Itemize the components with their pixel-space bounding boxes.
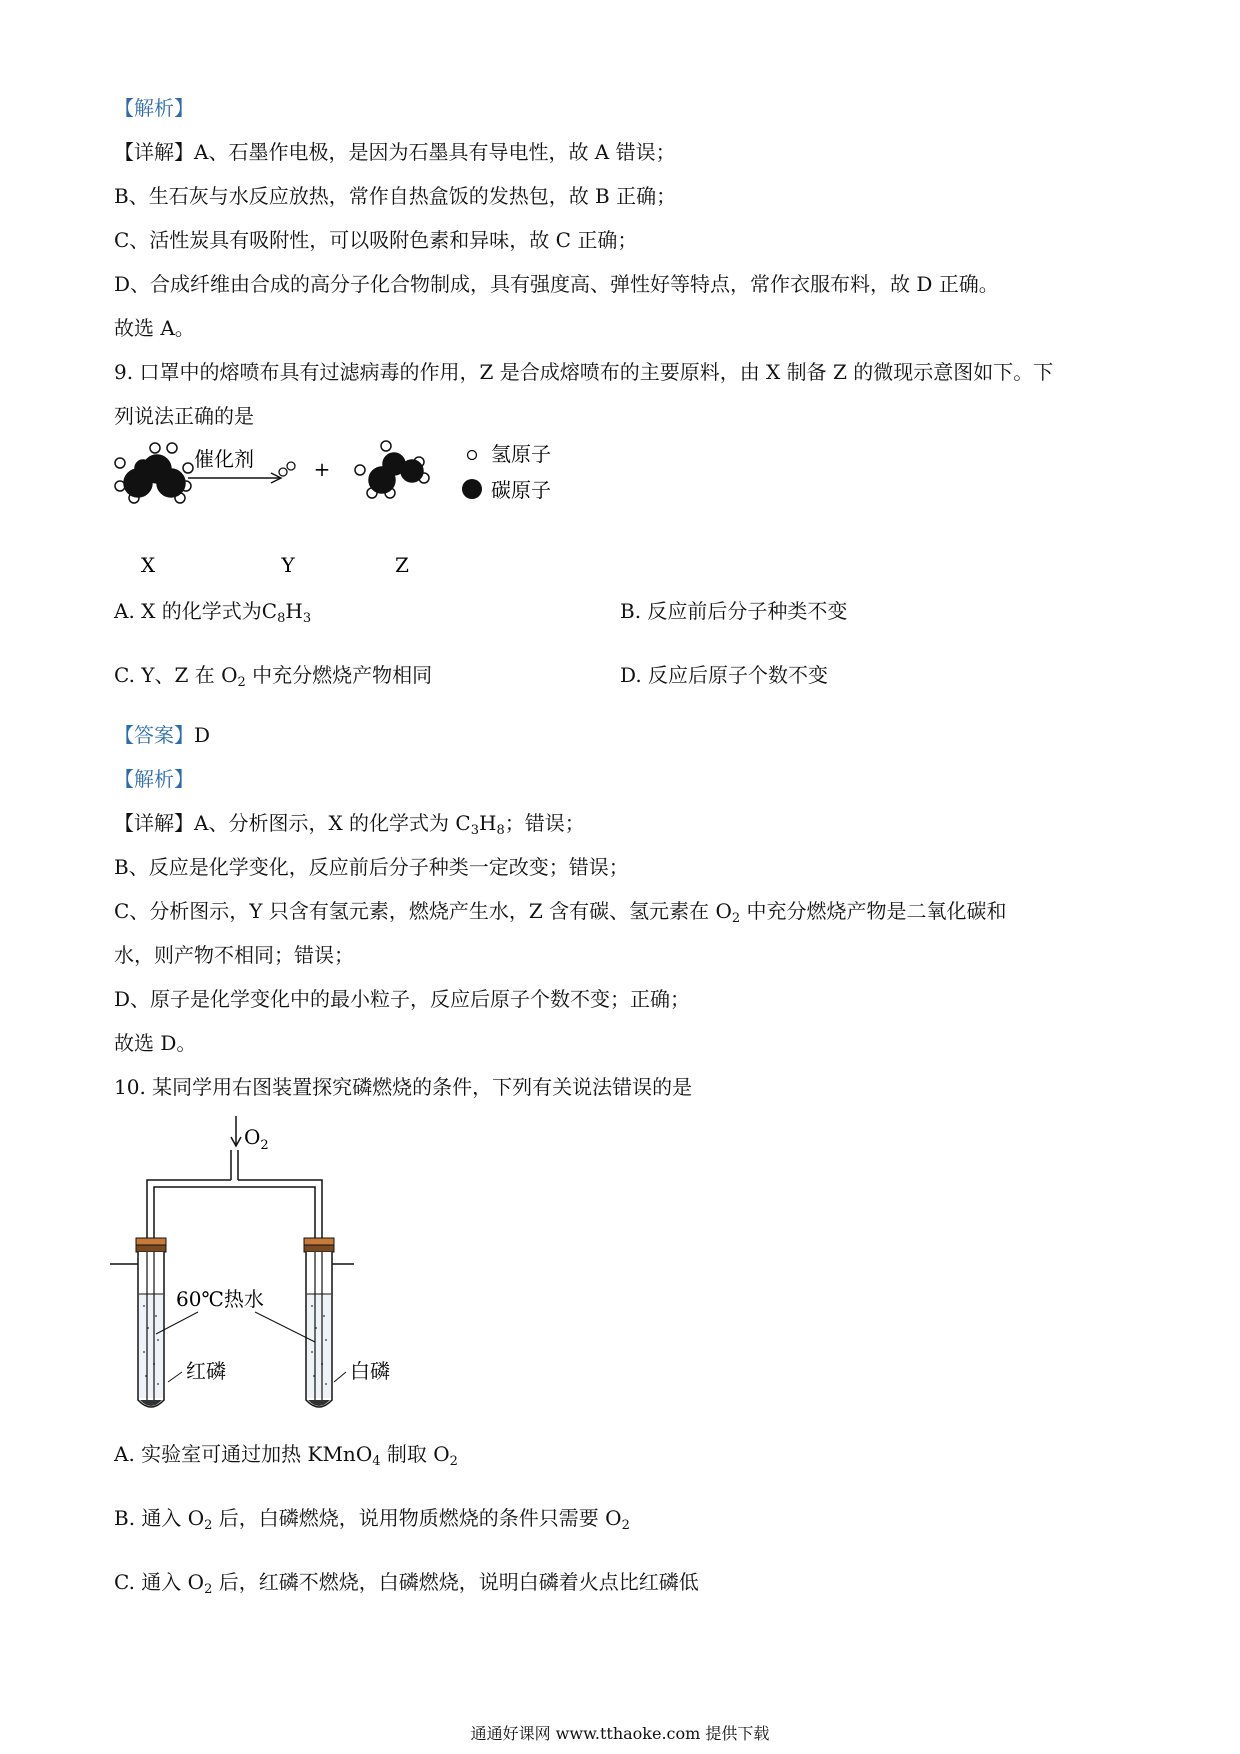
label-z: Z xyxy=(395,553,409,577)
q9-option-a-text: A. X 的化学式为 xyxy=(114,599,262,623)
q9-detail-d: D、原子是化学变化中的最小粒子，反应后原子个数不变；正确； xyxy=(114,987,691,1011)
analysis-tag: 【解析】 xyxy=(114,96,194,120)
q9-option-c xyxy=(114,661,432,689)
oxygen-label: $O_2$ xyxy=(244,1125,269,1153)
label-y: Y xyxy=(281,553,295,577)
catalyst-label: 催化剂 xyxy=(194,447,254,471)
legend-h-circle xyxy=(468,451,477,460)
q10-option-c-text: C. 通入 O xyxy=(114,1570,205,1594)
q9-molecule-diagram xyxy=(110,438,650,578)
plus-sign: + xyxy=(313,457,331,481)
detail-a-text: A、石墨作电极，是因为石墨具有导电性，故 A 错误； xyxy=(194,140,676,164)
q9-detail-c1 xyxy=(114,897,1007,925)
conclusion-line: 故选 A。 xyxy=(114,316,195,340)
detail-c-rest: 中充分燃烧产物是二氧化碳和 xyxy=(740,899,1007,923)
q10-option-b-mid: 后，白磷燃烧，说用物质燃烧的条件只需要 O xyxy=(212,1506,622,1530)
page-footer: 通通好课网 www.tthaoke.com 提供下载 xyxy=(470,1724,770,1743)
q9-conclusion: 故选 D。 xyxy=(114,1031,197,1055)
q10-option-c xyxy=(114,1568,699,1596)
oxygen-inlet-arrow xyxy=(231,1116,241,1146)
q9-stem-line-1: 9. 口罩中的熔喷布具有过滤病毒的作用，Z 是合成熔喷布的主要原料，由 X 制备 Z 的微现示意图如下。下 xyxy=(114,360,1054,384)
legend-c-label: 碳原子 xyxy=(491,478,551,502)
gas-pipe xyxy=(147,1150,322,1242)
detail-a-text: A、分析图示，X 的化学式为 C xyxy=(194,811,471,835)
detail-a-line xyxy=(114,138,676,166)
molecule-x xyxy=(115,443,193,503)
q9-option-d: D. 反应后原子个数不变 xyxy=(620,663,829,687)
molecule-y xyxy=(279,462,295,476)
white-phosphorus-label: 白磷 xyxy=(350,1359,390,1383)
hot-water-label: 60℃热水 xyxy=(176,1287,264,1311)
q10-option-b xyxy=(114,1504,630,1532)
detail-b-line: B、生石灰与水反应放热，常作自热盒饭的发热包，故 B 正确； xyxy=(114,184,677,208)
detail-tag: 【详解】 xyxy=(114,811,194,835)
q9-detail-a xyxy=(114,809,585,837)
molecule-z xyxy=(355,441,429,498)
formula-h: H xyxy=(285,599,303,623)
q9-detail-c2: 水，则产物不相同；错误； xyxy=(114,943,354,967)
subscript: 2 xyxy=(449,1454,458,1469)
subscript: 8 xyxy=(277,611,286,626)
detail-tag: 【详解】 xyxy=(114,140,194,164)
q9-option-c-rest: 中充分燃烧产物相同 xyxy=(252,663,433,687)
q10-option-c-rest: 后，红磷不燃烧，白磷燃烧，说明白磷着火点比红磷低 xyxy=(212,1570,699,1594)
subscript: 2 xyxy=(204,1582,213,1597)
q10-option-a-mid: 制取 O xyxy=(380,1442,450,1466)
formula-h: H xyxy=(478,811,497,835)
legend xyxy=(462,442,551,502)
detail-d-line: D、合成纤维由合成的高分子化合物制成，具有强度高、弹性好等特点，常作衣服布料，故 D 正确。 xyxy=(114,272,999,296)
answer-value: D xyxy=(194,723,211,747)
reaction-arrow xyxy=(188,473,281,483)
subscript: 3 xyxy=(470,823,479,838)
subscript: 3 xyxy=(302,611,312,626)
q10-option-b-text: B. 通入 O xyxy=(114,1506,205,1530)
subscript: 2 xyxy=(731,911,741,926)
right-test-tube xyxy=(304,1238,354,1407)
q10-option-a xyxy=(114,1440,458,1468)
q9-stem-line-2: 列说法正确的是 xyxy=(114,404,254,428)
subscript: 2 xyxy=(621,1518,630,1533)
detail-c-text: C、分析图示，Y 只含有氢元素，燃烧产生水，Z 含有碳、氢元素在 O xyxy=(114,899,732,923)
label-x: X xyxy=(140,553,156,577)
legend-h-label: 氢原子 xyxy=(491,442,551,466)
detail-c-line: C、活性炭具有吸附性，可以吸附色素和异味，故 C 正确； xyxy=(114,228,638,252)
q9-answer-line xyxy=(114,721,210,749)
q9-analysis-tag: 【解析】 xyxy=(114,767,194,791)
subscript: 8 xyxy=(496,823,505,838)
q9-option-c-text: C. Y、Z 在 xyxy=(114,663,215,687)
q9-detail-b: B、反应是化学变化，反应前后分子种类一定改变；错误； xyxy=(114,855,629,879)
subscript: 2 xyxy=(237,675,246,690)
q10-apparatus-diagram xyxy=(110,1110,420,1410)
formula-o: O xyxy=(221,663,238,687)
legend-c-circle xyxy=(462,479,482,499)
red-phosphorus-label: 红磷 xyxy=(186,1359,226,1383)
detail-a-end: ；错误； xyxy=(504,811,585,835)
q9-option-b: B. 反应前后分子种类不变 xyxy=(620,599,848,623)
q10-stem: 10. 某同学用右图装置探究磷燃烧的条件，下列有关说法错误的是 xyxy=(114,1075,693,1099)
formula-c: C xyxy=(261,599,278,623)
answer-tag: 【答案】 xyxy=(114,723,194,747)
q10-option-a-text: A. 实验室可通过加热 KMnO xyxy=(114,1442,373,1466)
subscript: 4 xyxy=(372,1454,381,1469)
subscript: 2 xyxy=(204,1518,213,1533)
left-test-tube xyxy=(110,1238,166,1407)
q9-option-a xyxy=(114,597,311,625)
